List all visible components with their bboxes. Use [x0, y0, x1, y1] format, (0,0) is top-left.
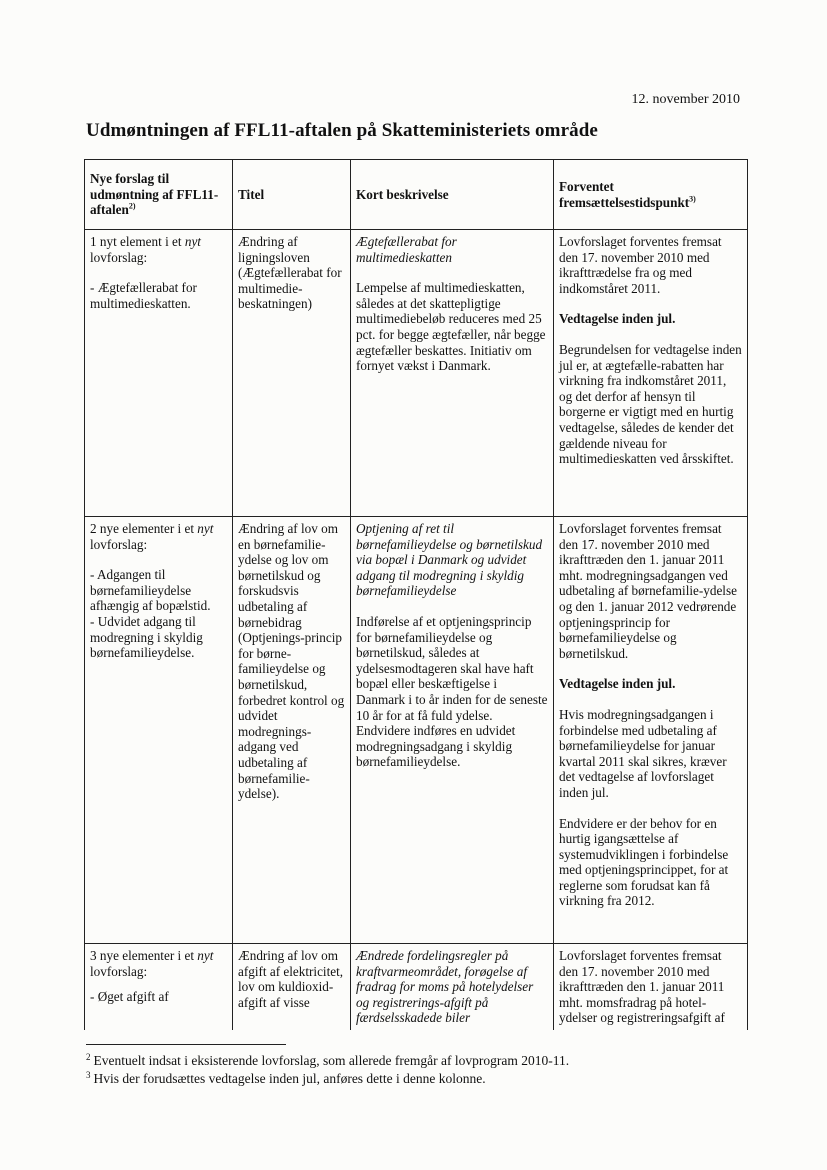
row-elements-cell: 2 nye elementer i et nyt lovforslag: - Adgangen til børnefamilieydelse afhængig af bopælstid. - Udvidet adgang til modregning i skyldig børnefamilieydelse.	[85, 517, 233, 944]
table-header-row	[85, 160, 748, 230]
table-row	[85, 944, 748, 1030]
row-title-cell: Ændring af lov om afgift af elektricitet, lov om kuldioxid-afgift af visse	[233, 944, 351, 1030]
table-row	[85, 517, 748, 944]
header-new-proposals: Nye forslag til udmøntning af FFL11-aftalen$^{2)}$	[85, 160, 233, 230]
element-item: - Ægtefællerabat for multimedieskatten.	[90, 280, 197, 311]
footnote-3: $^3$ Hvis der forudsættes vedtagelse inden jul, anføres dette i denne kolonne.	[86, 1069, 486, 1086]
footnote-2: $^2$ Eventuelt indsat i eksisterende lovforslag, som allerede fremgår af lovprogram 2010-11.	[86, 1051, 570, 1068]
header-description: Kort beskrivelse	[351, 160, 554, 230]
row-timing-cell: Lovforslaget forventes fremsat den 17. november 2010 med ikrafttrædelse fra og med indkomståret 2011. Vedtagelse inden jul. Begrundelsen for vedtagelse inden jul er, at ægtefælle-rabatten har virkning fra indkomståret 2011, og det derfor af hensyn til borgerne er vigtigt med en hurtig vedtagelse, således de kender det gældende niveau for multimedieskatten ved årsskiftet.	[554, 230, 748, 517]
row-title-cell: Ændring af lov om en børnefamilie-ydelse og lov om børnetilskud og forskudsvis udbetaling af børnebidrag (Optjenings-princip for børne-familieydelse og børnetilskud, forbedret kontrol og udvidet modregnings-adgang ved udbetaling af børnefamilie-ydelse).	[233, 517, 351, 944]
row-description-cell: Ægtefællerabat for multimedieskatten Lempelse af multimedieskatten, således at det skattepligtige multimediebeløb reduceres med 25 pct. for begge ægtefæller, når begge ægtefæller beskattes. Initiativ om fornyet vækst i Danmark.	[351, 230, 554, 517]
element-item: - Øget afgift af	[90, 989, 169, 1005]
footnote-divider	[86, 1044, 286, 1045]
row-description-cell: Optjening af ret til børnefamilieydelse og børnetilskud via bopæl i Danmark og udvidet adgang til modregning i skyldig børnefamilieydelse Indførelse af et optjeningsprincip for børnefamilieydelse og børnetilskud, således at ydelsesmodtageren skal have haft bopæl eller beskæftigelse i Danmark i to år inden for de seneste 10 år for at få fuld ydelse. Endvidere indføres en udvidet modregningsadgang i skyldig børnefamilieydelse.	[351, 517, 554, 944]
page-title: Udmøntningen af FFL11-aftalen på Skatteministeriets område	[86, 120, 598, 141]
element-item: - Adgangen til børnefamilieydelse afhængig af bopælstid.	[90, 567, 211, 614]
element-item: - Udvidet adgang til modregning i skyldig børnefamilieydelse.	[90, 613, 203, 661]
document-date: 12. november 2010	[631, 92, 740, 107]
proposals-table	[84, 159, 748, 1030]
header-timing: Forventet fremsættelsestidspunkt$^{3)}$	[554, 160, 748, 230]
table-row	[85, 230, 748, 517]
row-timing-cell: Lovforslaget forventes fremsat den 17. november 2010 med ikrafttræden den 1. januar 2011 mht. momsfradrag på hotel-ydelser og registreringsafgift af	[554, 944, 748, 1030]
row-description-cell: Ændrede fordelingsregler på kraftvarmeområdet, forøgelse af fradrag for moms på hotelydelser og registrerings-afgift på færdselsskadede biler	[351, 944, 554, 1030]
row-title-cell: Ændring af ligningsloven (Ægtefællerabat for multimedie-beskatningen)	[233, 230, 351, 517]
row-elements-cell: 1 nyt element i et nyt lovforslag: - Ægtefællerabat for multimedieskatten.	[85, 230, 233, 517]
row-elements-cell: 3 nye elementer i et nyt lovforslag: - Øget afgift af	[85, 944, 233, 1030]
row-timing-cell: Lovforslaget forventes fremsat den 17. november 2010 med ikrafttræden den 1. januar 2011 mht. modregningsadgangen ved udbetaling af børnefamilie-ydelse og den 1. januar 2012 vedrørende optjeningsprincip for børnefamilieydelse og børnetilskud. Vedtagelse inden jul. Hvis modregningsadgangen i forbindelse med udbetaling af børnefamilieydelse for januar kvartal 2011 skal sikres, kræver det vedtagelse af lovforslaget inden jul. Endvidere er der behov for en hurtig igangsættelse af systemudviklingen i forbindelse med optjeningsprincippet, for at reglerne som forudsat kan få virkning fra 2012.	[554, 517, 748, 944]
header-title: Titel	[233, 160, 351, 230]
